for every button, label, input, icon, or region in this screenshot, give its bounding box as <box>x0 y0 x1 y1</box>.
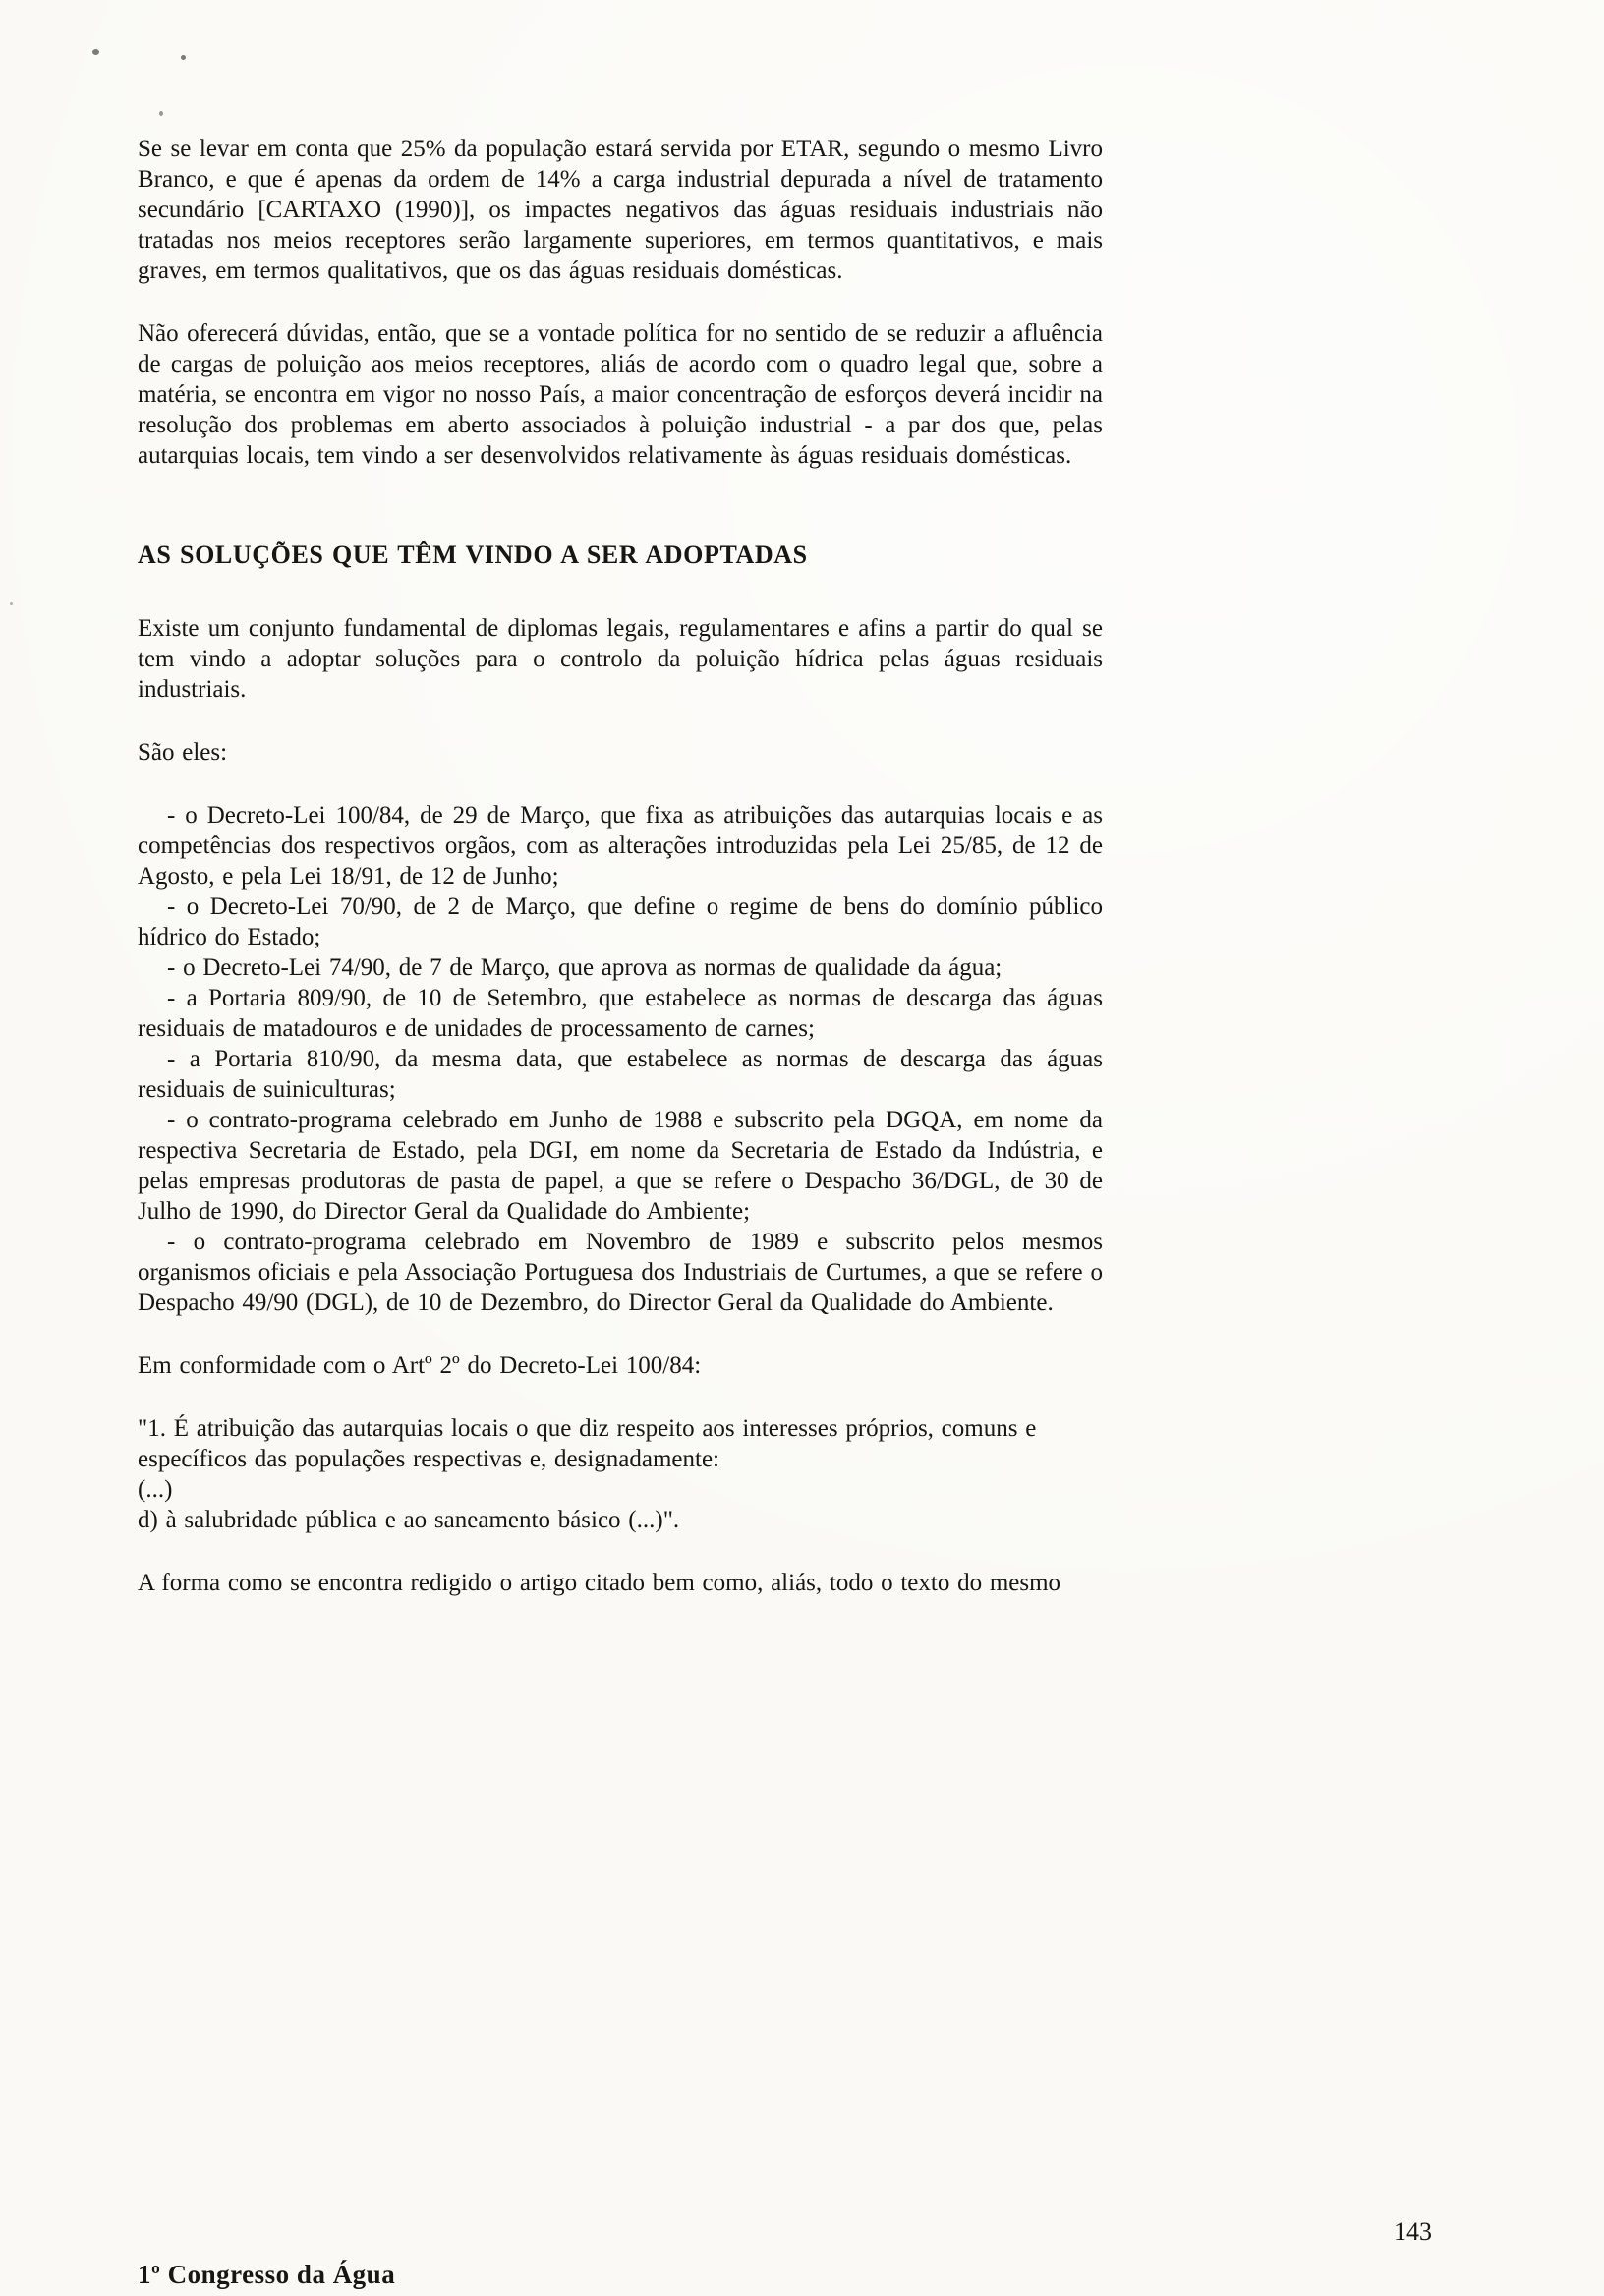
list-item-portaria-809-90: - a Portaria 809/90, de 10 de Setembro, que estabelece as normas de descarga das águas residuais de matadouros e de unidades de processamento de carnes; <box>138 985 1103 1042</box>
list-item-contrato-programa-1989: - o contrato-programa celebrado em Novembro de 1989 e subscrito pelos mesmos organismos oficiais e pela Associação Portuguesa dos Industriais de Curtumes, a que se refere o Despacho 49/90 (DGL), de 10 de Dezembro, do Director Geral da Qualidade do Ambiente. <box>138 1229 1103 1316</box>
quote-line-ellipsis: (...) <box>138 1476 173 1503</box>
paragraph-forma-redigido: A forma como se encontra redigido o artigo citado bem como, aliás, todo o texto do mesmo <box>138 1570 1061 1596</box>
list-item-decreto-lei-70-90: - o Decreto-Lei 70/90, de 2 de Março, que define o regime de bens do domínio público hídrico do Estado; <box>138 893 1103 950</box>
scan-speck <box>10 602 13 605</box>
quote-line-salubridade: d) à salubridade pública e ao saneamento básico (...)". <box>138 1507 680 1533</box>
list-item-portaria-810-90: - a Portaria 810/90, da mesma data, que estabelece as normas de descarga das águas residuais de suiniculturas; <box>138 1046 1103 1103</box>
paragraph-vontade-politica: Não oferecerá dúvidas, então, que se a vontade política for no sentido de se reduzir a afluência de cargas de poluição aos meios receptores, aliás de acordo com o quadro legal que, sobre a matéria, se encontra em vigor no nosso País, a maior concentração de esforços deverá incidir na resolução dos problemas em aberto associados à poluição industrial - a par dos que, pelas autarquias locais, tem vindo a ser desenvolvidos relativamente às águas residuais domésticas. <box>138 320 1103 469</box>
list-item-decreto-lei-100-84: - o Decreto-Lei 100/84, de 29 de Março, que fixa as atribuições das autarquias locais e as competências dos respectivos orgãos, com as alterações introduzidas pela Lei 25/85, de 12 de Agosto, e pela Lei 18/91, de 12 de Junho; <box>138 802 1103 890</box>
paragraph-sao-eles: São eles: <box>138 739 228 766</box>
scan-speck <box>181 55 186 60</box>
paragraph-etar-livro-branco: Se se levar em conta que 25% da população estará servida por ETAR, segundo o mesmo Livro Branco, e que é apenas da ordem de 14% a carga industrial depurada a nível de tratamento secundário [CARTAXO (1990)], os impactes negativos das águas residuais industriais não tratadas nos meios receptores serão largamente superiores, em termos quantitativos, e mais graves, em termos qualitativos, que os das águas residuais domésticas. <box>138 136 1103 284</box>
scan-speck <box>92 49 99 55</box>
list-item-contrato-programa-1988: - o contrato-programa celebrado em Junho de 1988 e subscrito pela DGQA, em nome da respectiva Secretaria de Estado, pela DGI, em nome da Secretaria de Estado da Indústria, e pelas empresas produtoras de pasta de papel, a que se refere o Despacho 36/DGL, de 30 de Julho de 1990, do Director Geral da Qualidade do Ambiente; <box>138 1107 1103 1225</box>
legislation-list <box>138 800 1103 1318</box>
quote-line-atribuicao: "1. É atribuição das autarquias locais o que diz respeito aos interesses próprios, comuns e específicos das populações respectivas e, designadamente: <box>138 1415 1037 1472</box>
page-number: 143 <box>1394 2217 1432 2246</box>
paragraph-conformidade-art2: Em conformidade com o Artº 2º do Decreto-Lei 100/84: <box>138 1352 702 1379</box>
quote-block <box>138 1413 1103 1535</box>
list-item-decreto-lei-74-90: - o Decreto-Lei 74/90, de 7 de Março, que aprova as normas de qualidade da água; <box>167 954 1002 981</box>
footer-congress-title: 1º Congresso da Água <box>138 2260 396 2289</box>
scan-speck <box>159 111 163 116</box>
section-heading-solucoes: AS SOLUÇÕES QUE TÊM VINDO A SER ADOPTADAS <box>138 541 808 569</box>
page-body <box>138 134 1103 1631</box>
paragraph-conjunto-diplomas: Existe um conjunto fundamental de diplomas legais, regulamentares e afins a partir do qual se tem vindo a adoptar soluções para o controlo da poluição hídrica pelas águas residuais industriais. <box>138 615 1103 703</box>
